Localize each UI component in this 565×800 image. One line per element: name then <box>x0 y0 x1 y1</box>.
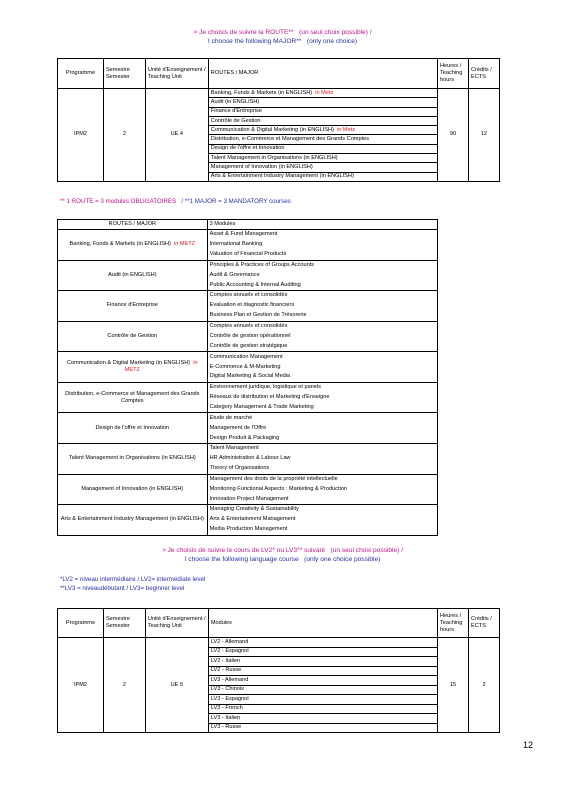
route-choice-fr-note: (un seul choix possible) / <box>299 29 372 36</box>
major-location: in METZ <box>173 241 196 248</box>
language-choice-fr-note: (un seul choix possible) / <box>330 547 404 554</box>
module-name: Theory of Organisations <box>207 464 437 474</box>
module-name: Audit & Governance <box>207 270 437 280</box>
header-modules: Modules <box>208 609 437 638</box>
major-location: in METZ <box>124 360 198 374</box>
route-name: Contrôle de Gestion <box>210 117 261 124</box>
page-number: 12 <box>522 740 533 750</box>
major-name-cell <box>58 260 208 291</box>
route-option[interactable] <box>208 144 437 153</box>
module-name: Environnement juridique, logistique et panels <box>207 382 437 392</box>
cell-programme: IPM2 <box>58 638 104 733</box>
table-header-row <box>58 59 500 89</box>
header-credits: Crédits / ECTS <box>469 609 500 638</box>
route-choice-fr: > Je choisis de suivre la ROUTE** <box>193 29 294 36</box>
route-option[interactable] <box>208 107 437 116</box>
header-heures: Heures / Teaching hours <box>438 59 469 89</box>
module-name: Réseaux de distribution et Marketing d'Enseigne <box>207 393 437 403</box>
module-name: Comptes annuels et consolidés <box>207 291 437 301</box>
route-name: Communication & Digital Marketing (in ENGLISH) <box>210 126 334 133</box>
table-row <box>58 89 500 98</box>
major-name-cell <box>58 443 208 474</box>
language-option[interactable]: LV3 - Russe <box>208 723 437 733</box>
cell-unite: UE 5 <box>145 638 208 733</box>
language-option[interactable]: LV2 - Espagnol <box>208 647 437 657</box>
language-choice-en-note: (only one choice possible) <box>304 556 381 563</box>
module-name: Business Plan et Gestion de Trésorerie <box>207 311 437 321</box>
route-location: in Metz <box>337 126 356 133</box>
module-name: Arts & Entertainment Management <box>207 515 437 525</box>
language-choice-en: I choose the following language course <box>184 556 299 563</box>
module-name: Evaluation et diagnostic financiers <box>207 301 437 311</box>
major-name: Finance d'Entreprise <box>106 302 158 309</box>
cell-programme: IPM2 <box>58 89 104 182</box>
language-option[interactable]: LV3 - French <box>208 704 437 714</box>
major-note-fr: ** 1 ROUTE = 3 modules OBLIGATOIRES <box>60 198 177 205</box>
route-name: Audit (in ENGLISH) <box>210 98 260 105</box>
route-choice-en-note: (only one choice) <box>306 38 358 45</box>
language-choice-fr: > Je choisis de suivre le cours de LV2* ou LV3** suivant <box>161 547 325 554</box>
module-name: Monitoring Functional Aspects : Marketing & Production <box>207 484 437 494</box>
major-name-cell <box>58 505 208 536</box>
module-name: Etude de marché <box>207 413 437 423</box>
route-name: Talent Management in Organisations (in ENGLISH) <box>210 154 338 161</box>
major-name-cell <box>58 382 208 413</box>
module-name: International Banking <box>207 240 437 250</box>
major-name: Management of Innovation (in ENGLISH) <box>81 485 184 492</box>
lv3-level-note: **LV3 = niveaudébutant / LV3= beginner level <box>60 585 185 592</box>
lv2-level-note: *LV2 = niveau intermédiaire / LV2= intermediate level <box>60 576 206 583</box>
major-name: Contrôle de Gestion <box>107 332 158 339</box>
header-programme: Programme <box>58 609 104 638</box>
major-name: Banking, Funds & Markets (in ENGLISH) <box>69 241 171 248</box>
module-name: E-Commerce & M-Marketing <box>207 362 437 372</box>
module-name: Principles & Practices of Groups Accounts <box>207 260 437 270</box>
language-option[interactable]: LV3 - Espagnol <box>208 695 437 705</box>
language-level-note <box>60 575 205 593</box>
route-name: Banking, Funds & Markets (in ENGLISH) <box>210 89 313 96</box>
route-option[interactable] <box>208 98 437 107</box>
route-option[interactable] <box>208 172 437 181</box>
cell-credits: 2 <box>469 638 500 733</box>
header-modules: 3 Modules <box>207 220 437 230</box>
module-name: Asset & Fund Management <box>207 230 437 240</box>
major-name: Talent Management in Organisations (in ENGLISH) <box>68 455 196 462</box>
language-option[interactable]: LV2 - Allemand <box>208 638 437 648</box>
route-location: in Metz <box>315 89 334 96</box>
major-name-cell <box>58 321 208 352</box>
table-header-row <box>58 609 500 638</box>
module-name: Media Production Management <box>207 525 437 535</box>
route-name: Distribution, e-Commerce et Management des Grands Comptes <box>210 136 370 143</box>
language-option[interactable]: LV3 - Italien <box>208 714 437 724</box>
table-row <box>58 505 438 515</box>
table-row <box>58 230 438 240</box>
table-row <box>58 321 438 331</box>
language-option[interactable]: LV2 - Russe <box>208 666 437 676</box>
module-name: Contrôle de gestion opérationnel <box>207 331 437 341</box>
header-unite: Unité d'Enseignement / Teaching Unit <box>145 59 208 89</box>
major-name-cell <box>58 230 208 261</box>
module-name: Valuation of Financial Products <box>207 250 437 260</box>
table-row <box>58 638 500 648</box>
module-name: Communication Management <box>207 352 437 362</box>
route-name: Finance d'Entreprise <box>210 108 262 115</box>
module-name: Talent Management <box>207 443 437 453</box>
module-name: Management des droits de la propriété intellectuelle <box>207 474 437 484</box>
table-row <box>58 443 438 453</box>
header-routes: ROUTES / MAJOR <box>208 59 437 89</box>
cell-heures: 90 <box>438 89 469 182</box>
major-name: Arts & Entertainment Industry Management (in ENGLISH) <box>60 516 204 523</box>
route-option[interactable] <box>208 163 437 172</box>
cell-heures: 15 <box>438 638 469 733</box>
route-name: Arts & Entertainment Industry Management (in ENGLISH) <box>210 173 354 180</box>
table-row <box>58 413 438 423</box>
cell-semestre: 2 <box>103 638 145 733</box>
module-name: Contrôle de gestion stratégique <box>207 342 437 352</box>
cell-credits: 12 <box>469 89 500 182</box>
route-option[interactable] <box>208 126 437 135</box>
major-name-cell <box>58 413 208 444</box>
header-semestre: Semestre Semester <box>103 59 145 89</box>
language-option[interactable]: LV3 - Allemand <box>208 676 437 686</box>
major-note-en: / **1 MAJOR = 3 MANDATORY courses <box>181 198 291 205</box>
major-name-cell <box>58 291 208 322</box>
major-name: Distribution, e-Commerce et Management des Grands Comptes <box>65 390 200 404</box>
table-row <box>58 382 438 392</box>
route-choice-en: I choose the following MAJOR** <box>207 38 302 45</box>
module-name: Management de l'Offre <box>207 423 437 433</box>
table-row <box>58 474 438 484</box>
module-name: Digital Marketing & Social Media <box>207 372 437 382</box>
header-unite: Unité d'Enseignement / Teaching Unit <box>145 609 208 638</box>
route-option[interactable] <box>208 116 437 125</box>
header-heures: Heures / Teaching hours <box>438 609 469 638</box>
major-note <box>60 197 291 206</box>
header-semestre: Semestre Semester <box>103 609 145 638</box>
header-credits: Crédits / ECTS <box>469 59 500 89</box>
cell-semestre: 2 <box>103 89 145 182</box>
module-name: Innovation Project Management <box>207 494 437 504</box>
cell-unite: UE 4 <box>145 89 208 182</box>
module-name: Category Management & Trade Marketing <box>207 403 437 413</box>
module-name: Public Accounting & Internal Auditing <box>207 280 437 290</box>
route-name: Management of Innovation (in ENGLISH) <box>210 164 313 171</box>
module-name: Comptes annuels et consolidés <box>207 321 437 331</box>
major-name-cell <box>58 352 208 383</box>
major-name-cell <box>58 474 208 505</box>
module-name: HR Administration & Labour Law <box>207 454 437 464</box>
module-name: Design Produit & Packaging <box>207 433 437 443</box>
route-choice-heading <box>0 28 565 46</box>
header-routes-major: ROUTES / MAJOR <box>58 220 208 230</box>
major-name: Design de l'offre et Innovation <box>95 424 170 431</box>
module-name: Managing Creativity & Sustainability <box>207 505 437 515</box>
route-option[interactable] <box>208 135 437 144</box>
table-row <box>58 291 438 301</box>
major-name: Communication & Digital Marketing (in ENGLISH) <box>67 360 191 367</box>
language-option[interactable]: LV3 - Chinois <box>208 685 437 695</box>
major-name: Audit (in ENGLISH) <box>108 271 157 278</box>
route-selection-table <box>57 58 500 182</box>
language-option[interactable]: LV2 - Italien <box>208 657 437 667</box>
route-option[interactable] <box>208 89 437 98</box>
language-choice-heading <box>0 546 565 564</box>
major-modules-table <box>57 219 438 536</box>
table-header-row <box>58 220 438 230</box>
header-programme: Programme <box>58 59 104 89</box>
table-row <box>58 352 438 362</box>
table-row <box>58 260 438 270</box>
route-name: Design de l'offre et Innovation <box>210 145 285 152</box>
route-option[interactable] <box>208 154 437 163</box>
language-selection-table <box>57 608 500 733</box>
